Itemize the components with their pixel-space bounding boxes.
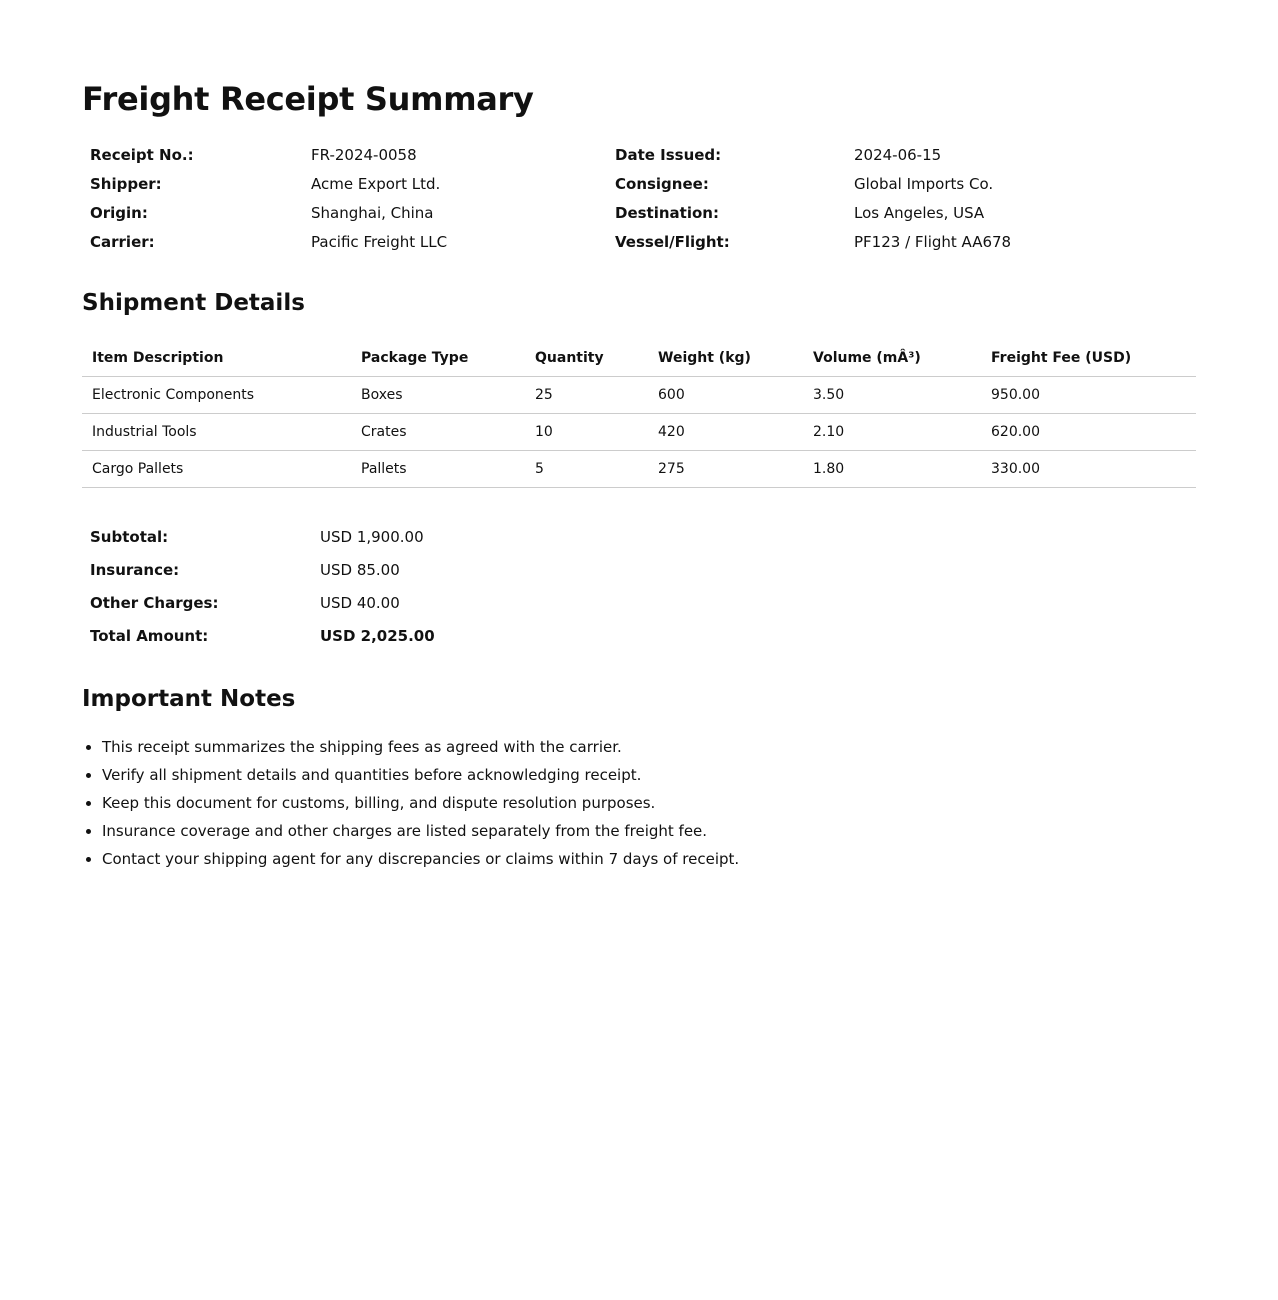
meta-label: Consignee: [615, 175, 709, 193]
table-row [82, 451, 1196, 488]
table-cell: 1.80 [803, 451, 981, 488]
totals-label: Subtotal: [90, 528, 169, 546]
meta-label: Receipt No.: [90, 146, 194, 164]
total-amount-value: USD 2,025.00 [320, 627, 435, 645]
table-cell: 420 [648, 414, 803, 451]
meta-row [90, 199, 1190, 228]
table-cell: 3.50 [803, 377, 981, 414]
totals-value: USD 40.00 [320, 594, 400, 612]
shipment-table [82, 340, 1196, 488]
table-cell: 2.10 [803, 414, 981, 451]
column-header: Quantity [525, 340, 648, 377]
column-header: Volume (mÂ³) [803, 340, 981, 377]
table-cell: 330.00 [981, 451, 1196, 488]
table-cell: 620.00 [981, 414, 1196, 451]
meta-value: PF123 / Flight AA678 [854, 233, 1012, 251]
table-row [82, 377, 1196, 414]
notes-heading: Important Notes [82, 686, 296, 712]
list-item: • Keep this document for customs, billing, and dispute resolution purposes. [102, 789, 739, 817]
column-header: Freight Fee (USD) [981, 340, 1196, 377]
total-amount-row [90, 620, 590, 653]
column-header: Weight (kg) [648, 340, 803, 377]
table-cell: 10 [525, 414, 648, 451]
table-header-row [82, 340, 1196, 377]
shipment-heading: Shipment Details [82, 290, 305, 316]
totals-value: USD 85.00 [320, 561, 400, 579]
column-header: Package Type [351, 340, 525, 377]
list-item: • Verify all shipment details and quantities before acknowledging receipt. [102, 761, 739, 789]
table-cell: Crates [351, 414, 525, 451]
meta-value: Acme Export Ltd. [311, 175, 441, 193]
meta-row [90, 228, 1190, 257]
meta-value: Pacific Freight LLC [311, 233, 448, 251]
table-cell: Electronic Components [82, 377, 351, 414]
totals-label: Total Amount: [90, 627, 209, 645]
table-row [82, 414, 1196, 451]
page-title: Freight Receipt Summary [82, 80, 534, 118]
meta-row [90, 141, 1190, 170]
table-cell: 5 [525, 451, 648, 488]
table-cell: 600 [648, 377, 803, 414]
meta-label: Vessel/Flight: [615, 233, 730, 251]
totals-value: USD 1,900.00 [320, 528, 424, 546]
meta-value: 2024-06-15 [854, 146, 942, 164]
list-item: • Contact your shipping agent for any discrepancies or claims within 7 days of receipt. [102, 845, 739, 873]
receipt-meta-grid [90, 141, 1190, 257]
subtotal-row [90, 521, 590, 554]
table-cell: 275 [648, 451, 803, 488]
table-cell: 950.00 [981, 377, 1196, 414]
table-cell: Industrial Tools [82, 414, 351, 451]
meta-value: Los Angeles, USA [854, 204, 985, 222]
table-cell: Boxes [351, 377, 525, 414]
column-header: Item Description [82, 340, 351, 377]
meta-label: Origin: [90, 204, 148, 222]
notes-list [82, 733, 739, 873]
meta-label: Date Issued: [615, 146, 722, 164]
meta-label: Destination: [615, 204, 719, 222]
meta-row [90, 170, 1190, 199]
table-cell: Cargo Pallets [82, 451, 351, 488]
meta-value: FR-2024-0058 [311, 146, 417, 164]
table-cell: 25 [525, 377, 648, 414]
meta-value: Global Imports Co. [854, 175, 994, 193]
table-cell: Pallets [351, 451, 525, 488]
totals-block [90, 521, 590, 653]
meta-label: Shipper: [90, 175, 162, 193]
insurance-row [90, 554, 590, 587]
list-item: • Insurance coverage and other charges are listed separately from the freight fee. [102, 817, 739, 845]
totals-label: Other Charges: [90, 594, 219, 612]
other-charges-row [90, 587, 590, 620]
meta-value: Shanghai, China [311, 204, 434, 222]
totals-label: Insurance: [90, 561, 180, 579]
list-item: • This receipt summarizes the shipping fees as agreed with the carrier. [102, 733, 739, 761]
meta-label: Carrier: [90, 233, 155, 251]
